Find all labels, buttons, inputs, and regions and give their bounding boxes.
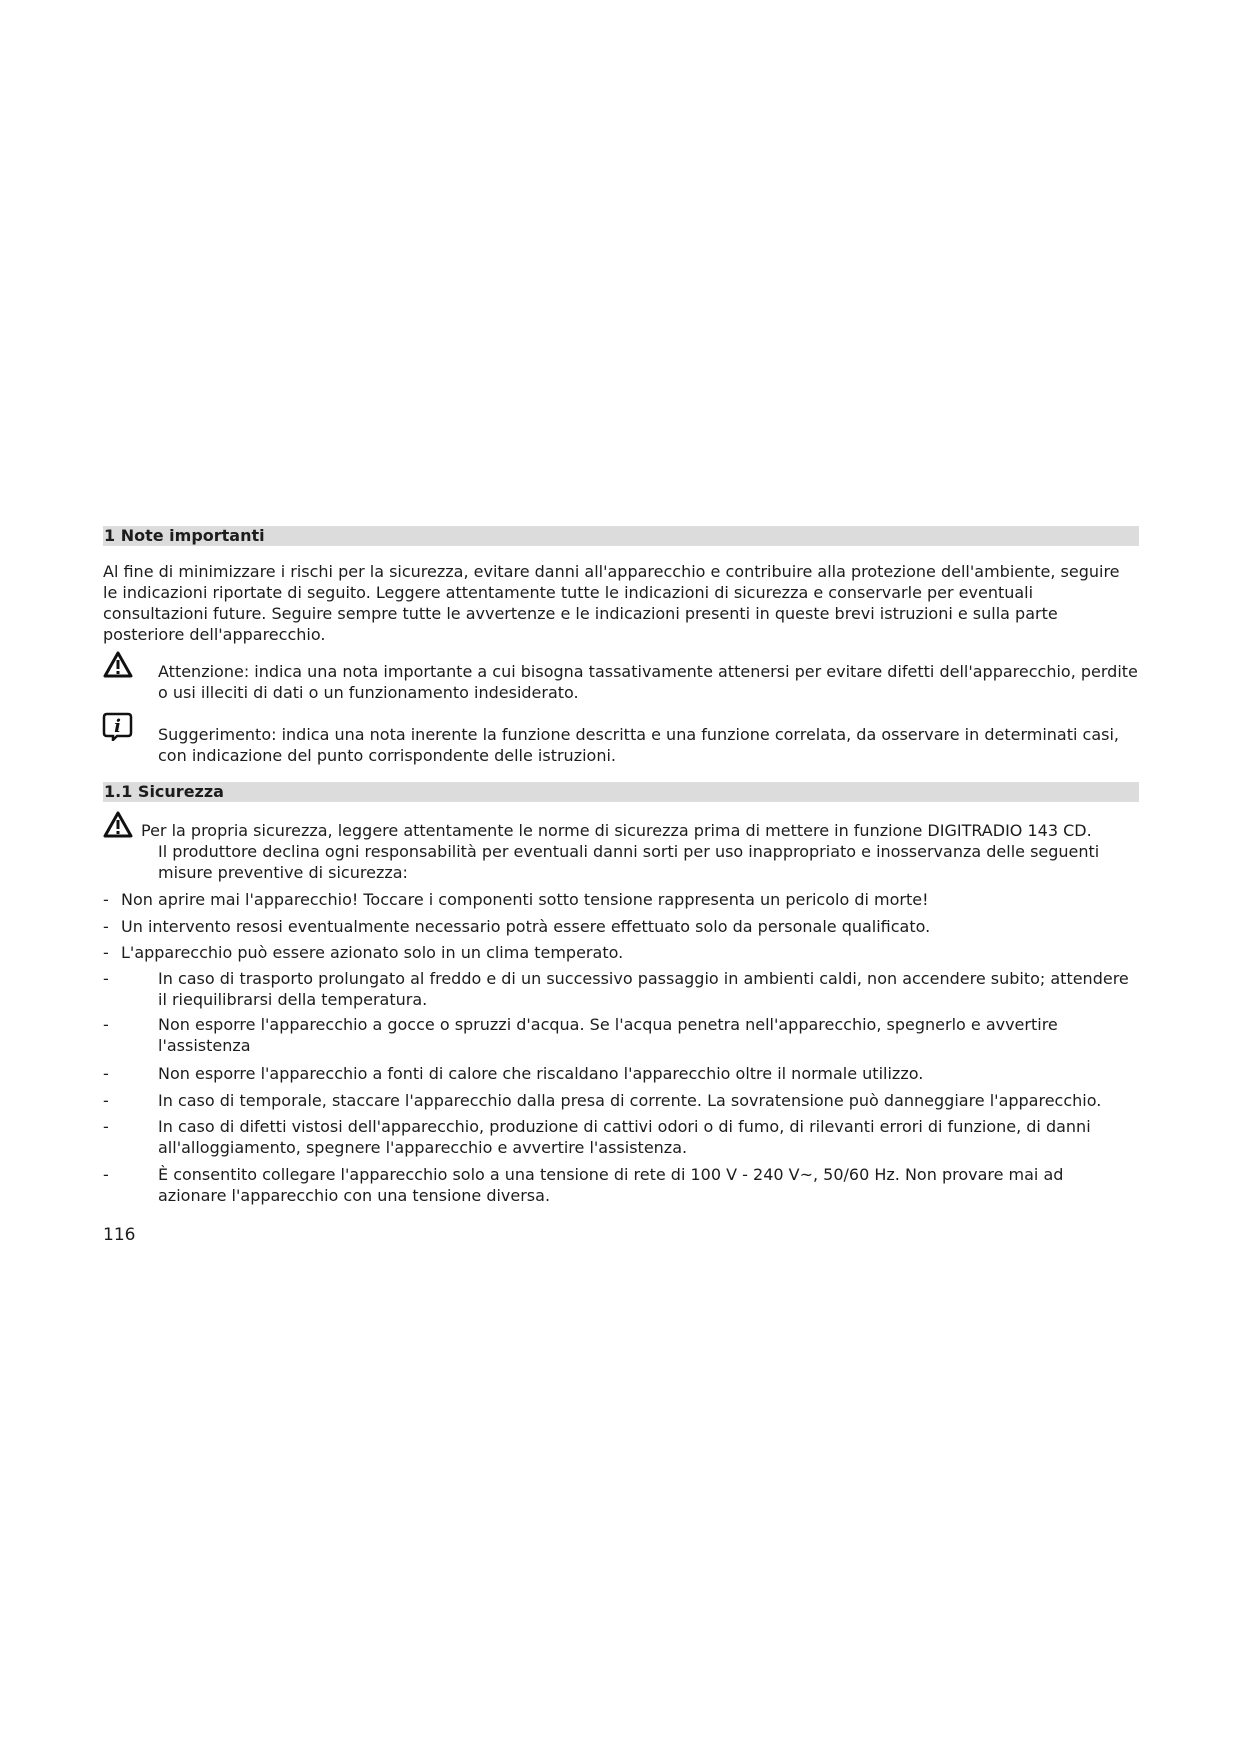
list-item: Non esporre l'apparecchio a gocce o spruzzi d'acqua. Se l'acqua penetra nell'apparecchio, spegnerlo e avvertire l'assistenza [158, 1015, 1058, 1055]
warning-triangle-icon [103, 651, 133, 682]
page-number: 116 [103, 1225, 136, 1245]
list-dash: - [103, 917, 109, 936]
svg-text:i: i [114, 716, 121, 737]
tip-note: Suggerimento: indica una nota inerente la funzione descritta e una funzione correlata, da osservare in determinati casi, con indicazione del punto corrispondente delle istruzioni. [158, 725, 1119, 765]
attention-note: Attenzione: indica una nota importante a cui bisogna tassativamente attenersi per evitare difetti dell'apparecchio, perdite o usi illeciti di dati o un funzionamento indesiderato. [158, 662, 1138, 702]
list-dash: - [103, 890, 109, 909]
list-item: In caso di trasporto prolungato al freddo e di un successivo passaggio in ambienti caldi, non accendere subito; attendere il riequilibrarsi della temperatura. [158, 969, 1129, 1009]
list-dash: - [103, 1117, 109, 1136]
safety-warning-line1: Per la propria sicurezza, leggere attentamente le norme di sicurezza prima di mettere in funzione DIGITRADIO 143 CD. [141, 821, 1092, 840]
list-dash: - [103, 943, 109, 962]
section-heading-sicurezza: 1.1 Sicurezza [103, 782, 1139, 802]
info-tip-icon [102, 711, 134, 745]
list-item: In caso di temporale, staccare l'apparecchio dalla presa di corrente. La sovratensione può danneggiare l'apparecchio. [158, 1091, 1102, 1110]
list-item: È consentito collegare l'apparecchio solo a una tensione di rete di 100 V - 240 V~, 50/60 Hz. Non provare mai ad azionare l'apparecchio con una tensione diversa. [158, 1165, 1064, 1205]
list-dash: - [103, 1064, 109, 1083]
section-heading-note-importanti: 1 Note importanti [103, 526, 1139, 546]
list-dash: - [103, 1165, 109, 1184]
list-dash: - [103, 1015, 109, 1034]
list-item: Non aprire mai l'apparecchio! Toccare i componenti sotto tensione rappresenta un pericolo di morte! [121, 890, 929, 909]
list-dash: - [103, 969, 109, 988]
list-dash: - [103, 1091, 109, 1110]
list-item: In caso di difetti vistosi dell'apparecchio, produzione di cattivi odori o di fumo, di rilevanti errori di funzione, di danni all'alloggiamento, spegnere l'apparecchio e avvertire l'assistenza. [158, 1117, 1091, 1157]
list-item: L'apparecchio può essere azionato solo in un clima temperato. [121, 943, 624, 962]
warning-triangle-icon [103, 811, 133, 842]
list-item: Non esporre l'apparecchio a fonti di calore che riscaldano l'apparecchio oltre il normale utilizzo. [158, 1064, 924, 1083]
safety-warning-line2: Il produttore declina ogni responsabilità per eventuali danni sorti per uso inappropriato e inosservanza delle seguenti misure preventive di sicurezza: [158, 842, 1100, 882]
list-item: Un intervento resosi eventualmente necessario potrà essere effettuato solo da personale qualificato. [121, 917, 931, 936]
intro-paragraph: Al fine di minimizzare i rischi per la sicurezza, evitare danni all'apparecchio e contribuire alla protezione dell'ambiente, seguire le indicazioni riportate di seguito. Leggere attentamente tutte le indicazioni di sicurezza e conservarle per eventuali consultazioni future. Seguire sempre tutte le avvertenze e le indicazioni presenti in queste brevi istruzioni e sulla parte posteriore dell'apparecchio. [103, 562, 1120, 644]
